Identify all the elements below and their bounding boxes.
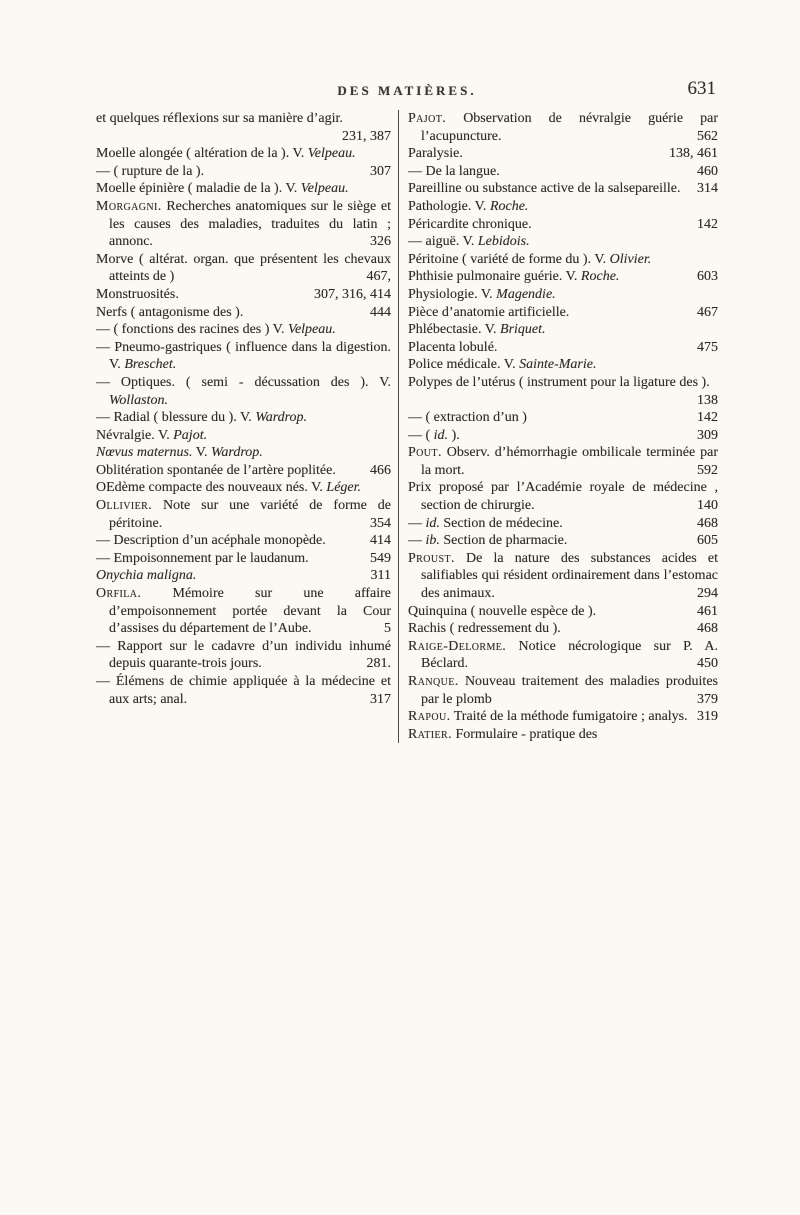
index-entry — [96, 198, 391, 251]
entry-text: Police médicale. V. — [408, 357, 520, 373]
entry-text: Wardrop. — [211, 445, 263, 461]
entry-text: Recherches anatomiques sur le siège et les causes des maladies, traduites du latin ; annonc. — [109, 198, 391, 250]
index-entry — [408, 110, 718, 145]
entry-text: Observ. d’hémorrhagie ombilicale terminée par la mort. — [421, 445, 718, 478]
entry-page-number: 319 — [697, 709, 718, 725]
index-entry — [408, 479, 718, 514]
entry-text: Raige-Delorme. — [408, 638, 507, 654]
entry-page-number: 414 — [370, 533, 391, 549]
entry-text: — Pneumo-gastriques ( influence dans la digestion. V. — [96, 339, 391, 373]
entry-page-number: 562 — [697, 128, 718, 144]
entry-page-number: 468 — [697, 515, 718, 531]
index-entry — [96, 532, 391, 550]
index-entry — [96, 409, 391, 427]
index-entry — [96, 145, 391, 163]
entry-text: Névralgie. V. — [96, 427, 174, 443]
entry-text: — ( rupture de la ). — [96, 163, 205, 179]
index-entry — [96, 550, 391, 568]
entry-text: id. — [433, 427, 449, 443]
entry-text: De la nature des substances acides et salifiables qui résident ordinairement dans l’estomac des animaux. — [421, 550, 718, 602]
entry-text: et quelques réflexions sur sa manière d’agir. — [96, 111, 343, 126]
entry-page-number: 142 — [697, 216, 718, 232]
entry-text: — Rapport sur le cadavre d’un individu inhumé depuis quarante-trois jours. — [96, 638, 391, 672]
entry-text: Morgagni. — [96, 198, 162, 214]
entry-page-number: 142 — [697, 410, 718, 426]
entry-text: Formulaire - pratique des — [451, 726, 598, 742]
page-number: 631 — [687, 78, 716, 99]
index-entry — [96, 462, 391, 480]
entry-text: — Optiques. ( semi - décussation des ). V. — [96, 374, 391, 390]
index-entry — [96, 180, 391, 198]
entry-text: Sainte-Marie. — [519, 357, 597, 373]
entry-text: Section de médecine. — [439, 515, 563, 531]
entry-text: Briquet. — [500, 322, 546, 338]
index-columns — [96, 110, 718, 743]
entry-text: Morve ( altérat. organ. que présentent les chevaux atteints de ) — [96, 251, 391, 285]
entry-text: OEdème compacte des nouveaux nés. V. — [96, 480, 327, 496]
entry-text: Rachis ( redressement du ). — [408, 621, 561, 637]
index-entry — [408, 515, 718, 533]
index-entry — [408, 286, 718, 304]
index-entry — [96, 638, 391, 673]
index-entry — [408, 532, 718, 550]
index-entry — [408, 444, 718, 479]
index-entry — [408, 268, 718, 286]
entry-text: Pout. — [408, 445, 442, 461]
entry-text: Velpeau. — [287, 322, 336, 338]
entry-text: Traité de la méthode fumigatoire ; analys. — [450, 709, 688, 725]
index-entry — [408, 356, 718, 374]
entry-text: Nouveau traitement des maladies produites par le plomb — [421, 674, 718, 707]
entry-page-number: 231, 387 — [342, 128, 391, 144]
entry-text: Proust. — [408, 550, 455, 566]
index-entry — [408, 550, 718, 603]
index-entry — [96, 444, 391, 462]
entry-page-number: 475 — [697, 339, 718, 355]
entry-text: Pathologie. V. — [408, 198, 490, 214]
entry-text: Roche. — [580, 269, 620, 285]
entry-text: Léger. — [326, 480, 362, 496]
entry-text: Péritoine ( variété de forme du ). V. — [408, 251, 610, 267]
entry-page-number: 467 — [697, 304, 718, 320]
entry-text: Monstruosités. — [96, 286, 179, 302]
index-entry — [96, 251, 391, 286]
entry-text: Section de pharmacie. — [439, 533, 568, 549]
entry-page-number: 294 — [697, 586, 718, 602]
entry-text: Pareilline ou substance active de la salsepareille. — [408, 181, 681, 197]
entry-text: Nerfs ( antagonisme des ). — [96, 304, 244, 320]
entry-text: Ranque. — [408, 674, 459, 689]
entry-text: Notice nécrologique sur P. A. Béclard. — [421, 638, 718, 672]
index-entry — [408, 638, 718, 673]
entry-page-number: 326 — [370, 234, 391, 250]
entry-page-number: 466 — [370, 462, 391, 478]
index-entry — [96, 110, 391, 145]
entry-text: Placenta lobulé. — [408, 339, 498, 355]
entry-text: — Empoisonnement par le laudanum. — [96, 550, 309, 566]
entry-text: Orfila. — [96, 586, 142, 602]
entry-text: Prix proposé par l’Académie royale de médecine , section de chirurgie. — [408, 480, 718, 514]
entry-page-number: 467, — [366, 269, 391, 285]
entry-text: Phthisie pulmonaire guérie. V. — [408, 269, 581, 285]
entry-text: — — [408, 515, 426, 531]
entry-text: — ( fonctions des racines des ) V. — [96, 322, 288, 338]
index-entry — [408, 321, 718, 339]
entry-page-number: 460 — [697, 163, 718, 179]
index-entry — [408, 163, 718, 181]
entry-page-number: 354 — [370, 515, 391, 531]
entry-text: Péricardite chronique. — [408, 216, 532, 232]
entry-page-number: 468 — [697, 621, 718, 637]
index-entry — [96, 321, 391, 339]
entry-text: Onychia maligna. — [96, 568, 197, 584]
column-divider — [398, 110, 399, 743]
index-column-left — [96, 110, 391, 743]
entry-page-number: 314 — [697, 181, 718, 197]
index-entry — [408, 673, 718, 708]
entry-text: V. — [192, 445, 212, 461]
entry-page-number: 317 — [370, 691, 391, 707]
entry-text: Lebidois. — [477, 234, 530, 250]
index-entry — [408, 427, 718, 445]
index-entry — [408, 339, 718, 357]
index-entry — [408, 216, 718, 234]
entry-page-number: 444 — [370, 304, 391, 320]
entry-text: Mémoire sur une affaire d’empoisonnement portée devant la Cour d’assises du département de l’Aube. — [109, 586, 391, 637]
entry-text: — ( extraction d’un ) — [408, 410, 527, 426]
entry-text: Roche. — [489, 198, 529, 214]
index-entry — [96, 479, 391, 497]
entry-text: id. — [425, 515, 440, 531]
entry-text: Pajot. — [408, 111, 447, 126]
entry-text: Note sur une variété de forme de péritoine. — [109, 498, 391, 531]
entry-page-number: 450 — [697, 656, 718, 672]
text-block — [96, 78, 718, 743]
entry-text: Olivier. — [609, 251, 652, 267]
entry-text: ). — [448, 427, 460, 443]
entry-page-number: 138, 461 — [669, 146, 718, 162]
entry-text: Breschet. — [124, 357, 177, 373]
entry-text: Ratier. — [408, 726, 452, 742]
entry-page-number: 461 — [697, 603, 718, 619]
page-header — [96, 78, 718, 106]
index-entry — [408, 708, 718, 726]
entry-text: Wardrop. — [255, 410, 308, 426]
entry-page-number: 5 — [384, 621, 391, 637]
entry-page-number: 309 — [697, 427, 718, 443]
entry-page-number: 311 — [370, 568, 391, 584]
index-entry — [408, 198, 718, 216]
index-entry — [408, 233, 718, 251]
index-entry — [96, 286, 391, 304]
entry-page-number: 603 — [697, 269, 718, 285]
index-column-right — [408, 110, 718, 743]
entry-page-number: 605 — [697, 533, 718, 549]
entry-page-number: 138 — [697, 392, 718, 408]
index-entry — [96, 339, 391, 374]
entry-page-number: 307 — [370, 163, 391, 179]
entry-text: Observation de névralgie guérie par l’acupuncture. — [421, 111, 718, 144]
index-entry — [408, 251, 718, 269]
index-entry — [96, 673, 391, 708]
index-entry — [96, 567, 391, 585]
entry-text: Quinquina ( nouvelle espèce de ). — [408, 603, 597, 619]
entry-page-number: 140 — [697, 498, 718, 514]
entry-text: Polypes de l’utérus ( instrument pour la ligature des ). — [408, 374, 710, 390]
entry-text: Physiologie. V. — [408, 286, 497, 302]
entry-text: Velpeau. — [300, 181, 349, 197]
index-entry — [408, 180, 718, 198]
entry-text: Wollaston. — [109, 392, 168, 408]
entry-page-number: 379 — [697, 691, 718, 707]
entry-text: ib. — [425, 533, 440, 549]
entry-text: — — [408, 533, 426, 549]
entry-text: Moelle alongée ( altération de la ). V. — [96, 146, 308, 162]
index-entry — [408, 620, 718, 638]
running-title: DES MATIÈRES. — [337, 83, 477, 98]
entry-page-number: 281. — [366, 656, 391, 672]
entry-text: — Élémens de chimie appliquée à la médecine et aux arts; anal. — [96, 674, 391, 707]
entry-text: Paralysie. — [408, 146, 463, 162]
index-entry — [96, 427, 391, 445]
entry-text: Velpeau. — [307, 146, 356, 162]
index-entry — [96, 163, 391, 181]
entry-text: Rapou. — [408, 709, 451, 725]
entry-text: — Radial ( blessure du ). V. — [96, 410, 256, 426]
index-entry — [96, 585, 391, 638]
entry-text: — aiguë. V. — [408, 234, 478, 250]
entry-text: Pajot. — [173, 427, 208, 443]
entry-text: — ( — [408, 427, 434, 443]
entry-text: Moelle épinière ( maladie de la ). V. — [96, 181, 301, 197]
index-entry — [408, 603, 718, 621]
index-entry — [408, 304, 718, 322]
index-entry — [96, 304, 391, 322]
entry-text: — De la langue. — [408, 163, 500, 179]
entry-page-number: 549 — [370, 550, 391, 566]
index-entry — [96, 374, 391, 409]
entry-text: — Description d’un acéphale monopède. — [96, 533, 326, 549]
entry-text: Magendie. — [496, 286, 556, 302]
entry-text: Pièce d’anatomie artificielle. — [408, 304, 570, 320]
index-entry — [408, 409, 718, 427]
index-entry — [96, 497, 391, 532]
entry-page-number: 592 — [697, 462, 718, 478]
index-entry — [408, 374, 718, 409]
index-entry — [408, 145, 718, 163]
entry-page-number: 307, 316, 414 — [314, 286, 391, 302]
entry-text: Ollivier. — [96, 498, 153, 514]
entry-text: Phlébectasie. V. — [408, 322, 501, 338]
entry-text: Nœvus maternus. — [96, 445, 193, 461]
index-entry — [408, 726, 718, 744]
entry-text: Oblitération spontanée de l’artère poplitée. — [96, 462, 336, 478]
